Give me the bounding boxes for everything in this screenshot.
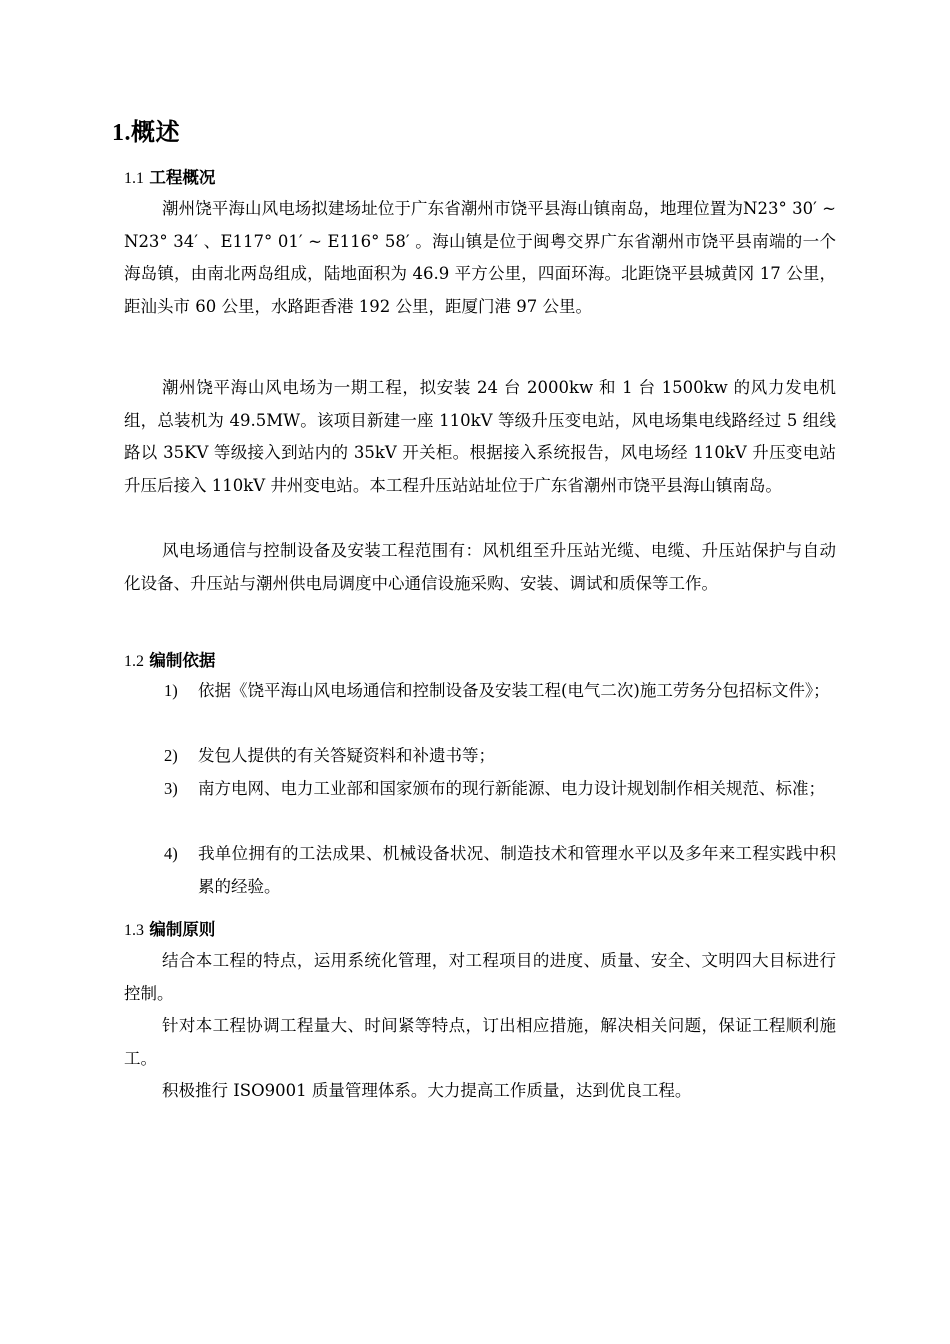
paragraph-project-scale: 潮州饶平海山风电场为一期工程，拟安装 24 台 2000kw 和 1 台 1500kw 的风力发电机组，总装机为 49.5MW。该项目新建一座 110kV 等级升压变电站，风电场集电线路经过 5 组线路以 35KV 等级接入到站内的 35kV 开关柜。根据接入系统报告，风电场经 110kV 升压变电站升压后接入 110kV 井州变电站。本工程升压站站址位于广东省潮州市饶平县海山镇南岛。 [124, 378, 836, 495]
section-number: 1.2 [124, 653, 144, 670]
chapter-title: 概述 [131, 118, 180, 146]
section-title: 工程概况 [149, 168, 216, 187]
paragraph-principle-iso: 积极推行 ISO9001 质量管理体系。大力提高工作质量，达到优良工程。 [162, 1081, 692, 1100]
section-number: 1.1 [124, 170, 144, 187]
list-item-text: 南方电网、电力工业部和国家颁布的现行新能源、电力设计规划制作相关规范、标准； [198, 779, 825, 798]
list-item [164, 838, 836, 903]
section-heading-1-2 [124, 648, 215, 675]
section-heading-1-3 [124, 917, 215, 944]
list-item-number: 4) [164, 844, 178, 863]
section-number: 1.3 [124, 922, 144, 939]
list-item-number: 1) [164, 681, 178, 700]
paragraph-principle-measures: 针对本工程协调工程量大、时间紧等特点，订出相应措施，解决相关问题，保证工程顺利施工。 [124, 1016, 836, 1068]
list-item-text: 发包人提供的有关答疑资料和补遗书等； [198, 746, 495, 765]
paragraph-principle-control: 结合本工程的特点，运用系统化管理，对工程项目的进度、质量、安全、文明四大目标进行控制。 [124, 951, 836, 1003]
list-item [164, 740, 836, 773]
list-item-number: 2) [164, 746, 178, 765]
section-title: 编制依据 [149, 651, 216, 670]
chapter-number: 1. [112, 120, 131, 146]
list-item-text: 依据《饶平海山风电场通信和控制设备及安装工程(电气二次)施工劳务分包招标文件》； [198, 681, 830, 700]
section-heading-1-1 [124, 165, 215, 192]
paragraph-project-scope: 风电场通信与控制设备及安装工程范围有：风机组至升压站光缆、电缆、升压站保护与自动化设备、升压站与潮州供电局调度中心通信设施采购、安装、调试和质保等工作。 [124, 541, 836, 593]
list-item [164, 675, 836, 708]
chapter-heading [112, 112, 180, 147]
list-item-number: 3) [164, 779, 178, 798]
paragraph-project-location: 潮州饶平海山风电场拟建场址位于广东省潮州市饶平县海山镇南岛，地理位置为N23° 30′ ~ N23° 34′ 、E117° 01′ ~ E116° 58′ 。海山镇是位于闽粤交界广东省潮州市饶平县南端的一个海岛镇，由南北两岛组成，陆地面积为 46.9 平方公里，四面环海。北距饶平县城黄冈 17 公里，距汕头市 60 公里，水路距香港 192 公里，距厦门港 97 公里。 [124, 199, 836, 316]
list-item-text: 我单位拥有的工法成果、机械设备状况、制造技术和管理水平以及多年来工程实践中积累的经验。 [198, 844, 836, 896]
section-title: 编制原则 [149, 920, 216, 939]
list-item [164, 773, 836, 806]
